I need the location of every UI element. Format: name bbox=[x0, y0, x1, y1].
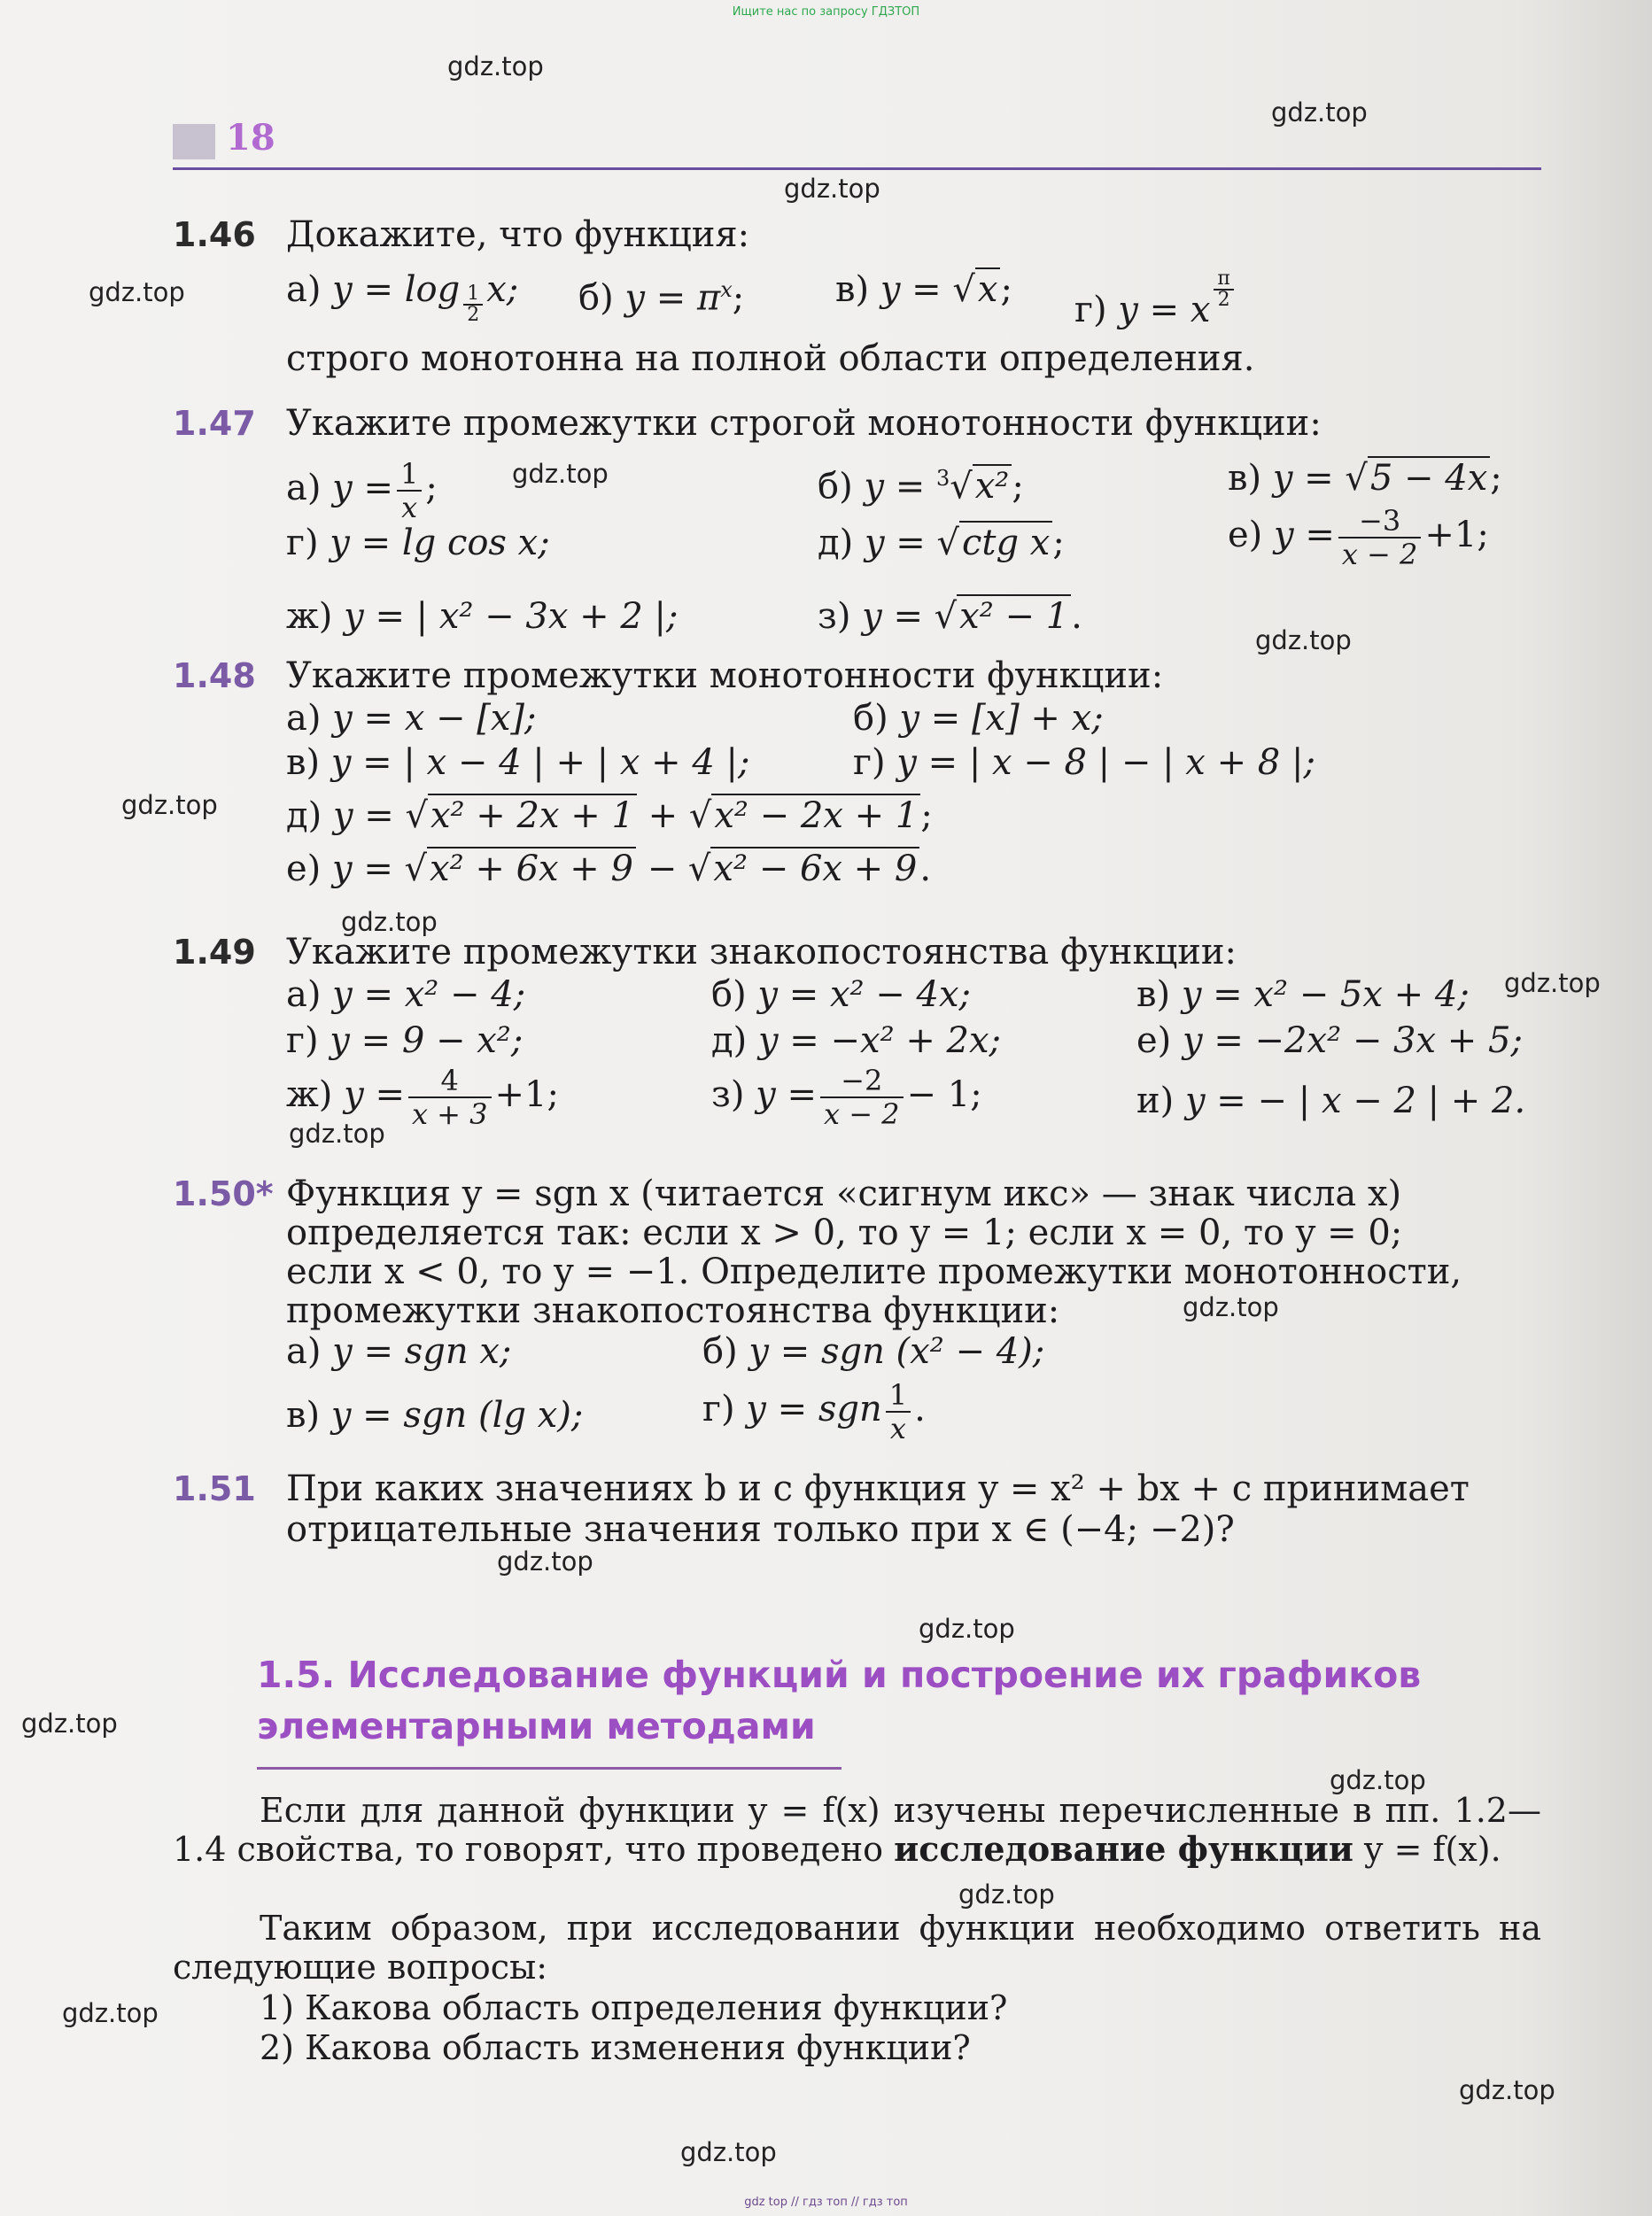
watermark: gdz.top bbox=[784, 174, 880, 204]
item-zh: ж) y = | x² − 3x + 2 |; bbox=[286, 596, 679, 637]
header-rule bbox=[173, 167, 1541, 170]
problem-line: При каких значениях b и c функция y = x² + bx + c принимает bbox=[286, 1468, 1470, 1509]
watermark: gdz.top bbox=[341, 907, 438, 937]
items-row bbox=[286, 1020, 1544, 1065]
item-z: з) y = √x² − 1. bbox=[818, 596, 1082, 637]
items-row bbox=[286, 457, 1544, 524]
problem-number: 1.49 bbox=[173, 933, 256, 972]
items-row bbox=[286, 698, 1544, 742]
items-row bbox=[286, 504, 1544, 571]
watermark: gdz.top bbox=[1183, 1292, 1279, 1322]
item-b: б) y = $^3$√x²; bbox=[818, 466, 1024, 508]
item-a: а) y = $\frac{1}{x}$ ; bbox=[286, 457, 438, 524]
watermark: gdz.top bbox=[121, 790, 218, 820]
problem-line: промежутки знакопостоянства функции: bbox=[286, 1290, 1060, 1331]
item-v: в) y = x² − 5x + 4; bbox=[1136, 974, 1470, 1015]
items-row bbox=[286, 795, 1544, 840]
problem-number: 1.48 bbox=[173, 656, 256, 695]
item-v: в) y = √5 − 4x; bbox=[1228, 458, 1502, 499]
problem-text: Докажите, что функция: bbox=[286, 214, 750, 255]
problem-1-49 bbox=[173, 932, 1546, 1144]
problem-1-47 bbox=[173, 403, 1546, 651]
problem-number: 1.51 bbox=[173, 1469, 256, 1508]
watermark: gdz.top bbox=[1271, 97, 1368, 128]
item-v: в) y = | x − 4 | + | x + 4 |; bbox=[286, 742, 750, 783]
items-row bbox=[286, 1064, 1544, 1131]
item-a: а) y = x² − 4; bbox=[286, 974, 526, 1015]
watermark: gdz.top bbox=[497, 1546, 593, 1577]
watermark: gdz.top bbox=[680, 2137, 777, 2167]
problem-number: 1.47 bbox=[173, 404, 256, 443]
item-g: г) y = 9 − x²; bbox=[286, 1020, 524, 1061]
watermark: gdz.top bbox=[89, 277, 185, 307]
question-2: 2) Какова область изменения функции? bbox=[260, 2028, 971, 2067]
watermark: gdz.top bbox=[958, 1879, 1055, 1910]
problem-line: если x < 0, то y = −1. Определите промежутки монотонности, bbox=[286, 1251, 1462, 1292]
item-a: а) y = x − [x]; bbox=[286, 698, 537, 739]
problem-text: Укажите промежутки строгой монотонности функции: bbox=[286, 403, 1322, 444]
watermark: gdz.top bbox=[1255, 625, 1352, 655]
item-a: а) y = sgn x; bbox=[286, 1331, 512, 1372]
item-g: г) y = sgn $\frac{1}{x}$ . bbox=[702, 1378, 926, 1445]
item-z: з) y = $\frac{-2}{x - 2}$ − 1; bbox=[711, 1064, 982, 1131]
question-1: 1) Какова область определения функции? bbox=[260, 1988, 1008, 2027]
item-g: г) y = lg cos x; bbox=[286, 523, 550, 563]
item-b: б) y = [x] + x; bbox=[853, 698, 1104, 739]
item-d: д) y = √x² + 2x + 1 + √x² − 2x + 1; bbox=[286, 795, 933, 836]
watermark: gdz.top bbox=[1504, 968, 1601, 998]
items-row bbox=[286, 1331, 1544, 1375]
paragraph-2: Таким образом, при исследовании функции необходимо ответить на следующие вопросы: bbox=[173, 1909, 1541, 1987]
watermark: gdz.top bbox=[447, 51, 544, 81]
items-row bbox=[286, 1378, 1544, 1445]
top-note: Ищите нас по запросу ГДЗТОП bbox=[732, 5, 920, 19]
item-zh: ж) y = $\frac{4}{x + 3}$ +1; bbox=[286, 1064, 559, 1131]
section-underline bbox=[257, 1767, 842, 1770]
section-title-line-2: элементарными методами bbox=[257, 1705, 816, 1747]
header-marker bbox=[173, 124, 215, 159]
watermark: gdz.top bbox=[512, 459, 609, 489]
page-header bbox=[173, 117, 1541, 170]
items-row bbox=[286, 974, 1544, 1019]
item-i: и) y = − | x − 2 | + 2. bbox=[1136, 1081, 1526, 1121]
item-e: е) y = −2x² − 3x + 5; bbox=[1136, 1020, 1523, 1061]
item-d: д) y = √ctg x; bbox=[818, 523, 1065, 563]
section-title-line-1: 1.5. Исследование функций и построение их графиков bbox=[257, 1654, 1422, 1696]
section-heading bbox=[257, 1649, 1541, 1752]
watermark: gdz.top bbox=[1330, 1765, 1426, 1795]
problem-line: отрицательные значения только при x ∈ (−4; −2)? bbox=[286, 1509, 1235, 1550]
item-e: е) y = $\frac{-3}{x - 2}$ +1; bbox=[1228, 504, 1489, 571]
item-d: д) y = −x² + 2x; bbox=[711, 1020, 1002, 1061]
items-row bbox=[286, 596, 1544, 640]
page-number: 18 bbox=[226, 117, 275, 159]
item-b: б) y = x² − 4x; bbox=[711, 974, 971, 1015]
item-v: в) y = √x; bbox=[835, 269, 1012, 310]
item-a: а) y = log $\frac{1}{2}$ x; bbox=[286, 269, 519, 326]
problem-1-51 bbox=[173, 1468, 1546, 1557]
problem-1-46 bbox=[173, 214, 1546, 383]
problem-number: 1.46 bbox=[173, 215, 256, 254]
item-g: г) y = x $\frac{\pi}{2}$ bbox=[1074, 269, 1237, 330]
watermark: gdz.top bbox=[919, 1614, 1015, 1644]
problem-1-50 bbox=[173, 1174, 1546, 1448]
watermark: gdz.top bbox=[62, 1998, 159, 2028]
watermark: gdz.top bbox=[289, 1119, 385, 1149]
bottom-note: gdz top // гдз топ // гдз топ bbox=[744, 2196, 908, 2209]
problem-text-2: строго монотонна на полной области определения. bbox=[286, 338, 1255, 379]
item-b: б) y = sgn (x² − 4); bbox=[702, 1331, 1045, 1372]
problem-1-48 bbox=[173, 655, 1546, 921]
item-e: е) y = √x² + 6x + 9 − √x² − 6x + 9. bbox=[286, 848, 932, 889]
problem-number: 1.50* bbox=[173, 1174, 274, 1213]
problem-line: Функция y = sgn x (читается «сигнум икс» — знак числа x) bbox=[286, 1174, 1402, 1214]
problem-line: определяется так: если x > 0, то y = 1; если x = 0, то y = 0; bbox=[286, 1213, 1403, 1253]
items-row bbox=[286, 742, 1544, 786]
watermark: gdz.top bbox=[1459, 2075, 1555, 2105]
problem-text: Укажите промежутки монотонности функции: bbox=[286, 655, 1164, 696]
item-v: в) y = sgn (lg x); bbox=[286, 1395, 584, 1436]
item-g: г) y = | x − 8 | − | x + 8 |; bbox=[853, 742, 1315, 783]
items-row bbox=[286, 848, 1544, 893]
item-b: б) $y = \pi^x$; bbox=[578, 277, 745, 319]
paragraph-1: Если для данной функции y = f(x) изучены перечисленные в пп. 1.2—1.4 свойства, то говорят, что проведено исследование функции y = f(x). bbox=[173, 1791, 1541, 1869]
problem-text: Укажите промежутки знакопостоянства функции: bbox=[286, 932, 1237, 972]
items-row bbox=[286, 267, 1544, 330]
watermark: gdz.top bbox=[21, 1708, 118, 1739]
